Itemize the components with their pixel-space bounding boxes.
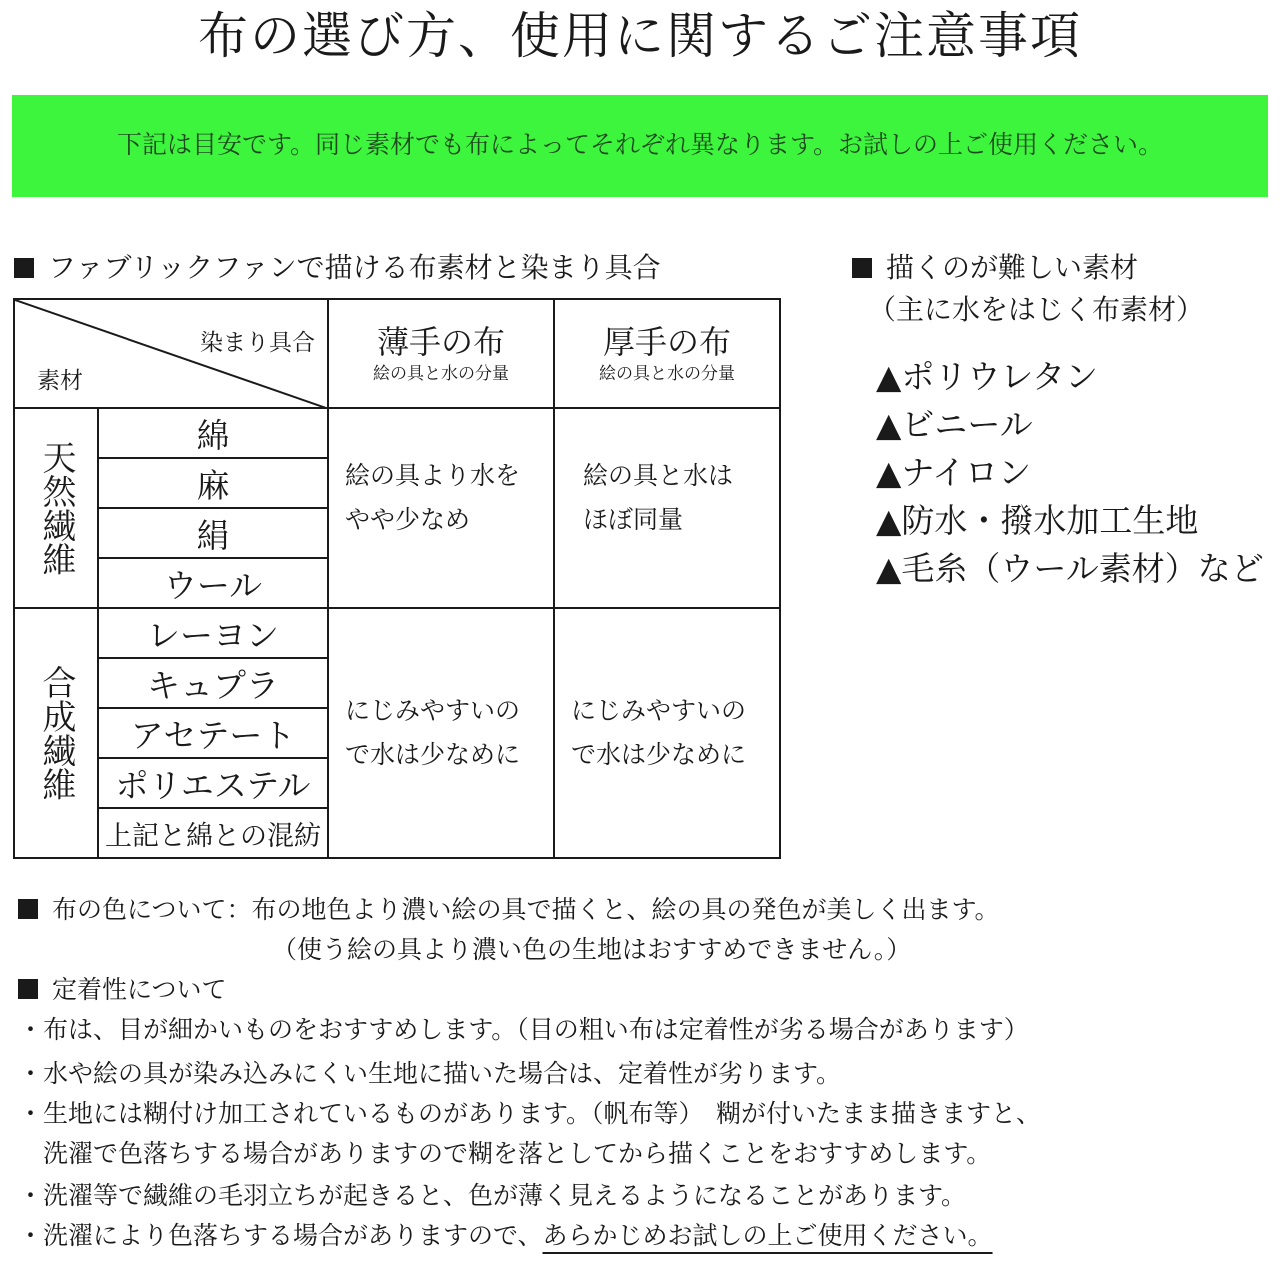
synthetic-thick-note: にじみやすいの で水は少なめに xyxy=(554,608,780,858)
fixation-last-line-text: ・洗濯により色落ちする場合がありますので、 xyxy=(18,1221,543,1250)
material-cell: レーヨン xyxy=(98,608,328,658)
table-section-heading xyxy=(14,251,661,285)
material-cell: ポリエステル xyxy=(98,758,328,808)
difficult-material-item: ▲ポリウレタン xyxy=(876,357,1099,396)
table-corner-cell xyxy=(14,299,328,408)
material-cell: 絹 xyxy=(98,508,328,558)
natural-thick-note: 絵の具と水は ほぼ同量 xyxy=(554,408,780,608)
natural-thin-note: 絵の具より水を やや少なめ xyxy=(328,408,554,608)
material-cell: 麻 xyxy=(98,458,328,508)
square-bullet-icon xyxy=(18,979,38,999)
synthetic-thin-note: にじみやすいの で水は少なめに xyxy=(328,608,554,858)
difficult-section-heading xyxy=(852,251,1138,285)
difficult-material-item: ▲ビニール xyxy=(876,405,1033,444)
difficult-material-item: ▲毛糸（ウール素材）など xyxy=(876,549,1264,588)
category-synthetic: 合成繊維 xyxy=(14,608,98,858)
corner-top-label: 染まり具合 xyxy=(200,330,315,356)
color-note-text: 布の地色より濃い絵の具で描くと、絵の具の発色が美しく出ます。 xyxy=(251,895,1000,924)
fixation-heading xyxy=(18,970,227,1010)
fixation-heading-text: 定着性について xyxy=(52,975,227,1004)
color-note-line1 xyxy=(18,890,1000,930)
difficult-material-item: ▲ナイロン xyxy=(876,453,1032,492)
square-bullet-icon xyxy=(18,899,38,919)
fixation-line: ・布は、目が細かいものをおすすめします。（目の粗い布は定着性が劣る場合があります） xyxy=(18,1015,1029,1044)
square-bullet-icon xyxy=(14,258,34,278)
fabric-table xyxy=(13,298,781,859)
notice-banner-text: 下記は目安です。同じ素材でも布によってそれぞれ異なります。お試しの上ご使用ください。 xyxy=(116,130,1163,159)
material-cell: 綿 xyxy=(98,408,328,458)
material-cell: キュプラ xyxy=(98,658,328,708)
table-section-heading-text: ファブリックファンで描ける布素材と染まり具合 xyxy=(48,251,661,284)
fixation-line: ・生地には糊付け加工されているものがあります。（帆布等） 糊が付いたまま描きますと、 xyxy=(18,1099,1042,1128)
col-header-thin xyxy=(328,299,554,408)
fixation-line: ・洗濯等で繊維の毛羽立ちが起きると、色が薄く見えるようになることがあります。 xyxy=(18,1181,967,1210)
color-note-line2: （使う絵の具より濃い色の生地はおすすめできません。） xyxy=(272,935,912,964)
corner-bottom-label: 素材 xyxy=(37,368,83,394)
category-natural: 天然繊維 xyxy=(14,408,98,608)
table-row xyxy=(14,408,780,458)
page-title: 布の選び方、使用に関するご注意事項 xyxy=(198,7,1082,65)
color-note-heading: 布の色について： xyxy=(52,895,252,924)
difficult-section-subheading: （主に水をはじく布素材） xyxy=(868,293,1205,326)
difficult-material-item: ▲防水・撥水加工生地 xyxy=(876,501,1199,540)
col-header-thick xyxy=(554,299,780,408)
fixation-last-line xyxy=(18,1216,993,1256)
notice-banner xyxy=(12,95,1268,197)
fixation-emphasis-text: あらかじめお試しの上ご使用ください。 xyxy=(542,1221,993,1250)
col-thick-title: 厚手の布 xyxy=(602,322,731,361)
material-cell: ウール xyxy=(98,558,328,608)
col-thick-subtitle: 絵の具と水の分量 xyxy=(599,363,735,384)
material-cell: 上記と綿との混紡 xyxy=(98,808,328,858)
fixation-line: 洗濯で色落ちする場合がありますので糊を落としてから描くことをおすすめします。 xyxy=(18,1139,992,1168)
fixation-line: ・水や絵の具が染み込みにくい生地に描いた場合は、定着性が劣ります。 xyxy=(18,1059,842,1088)
table-header-row xyxy=(14,299,780,408)
table-row xyxy=(14,608,780,658)
square-bullet-icon xyxy=(852,258,872,278)
difficult-section-heading-text: 描くのが難しい素材 xyxy=(886,251,1139,284)
col-thin-title: 薄手の布 xyxy=(376,322,505,361)
material-cell: アセテート xyxy=(98,708,328,758)
col-thin-subtitle: 絵の具と水の分量 xyxy=(373,363,509,384)
